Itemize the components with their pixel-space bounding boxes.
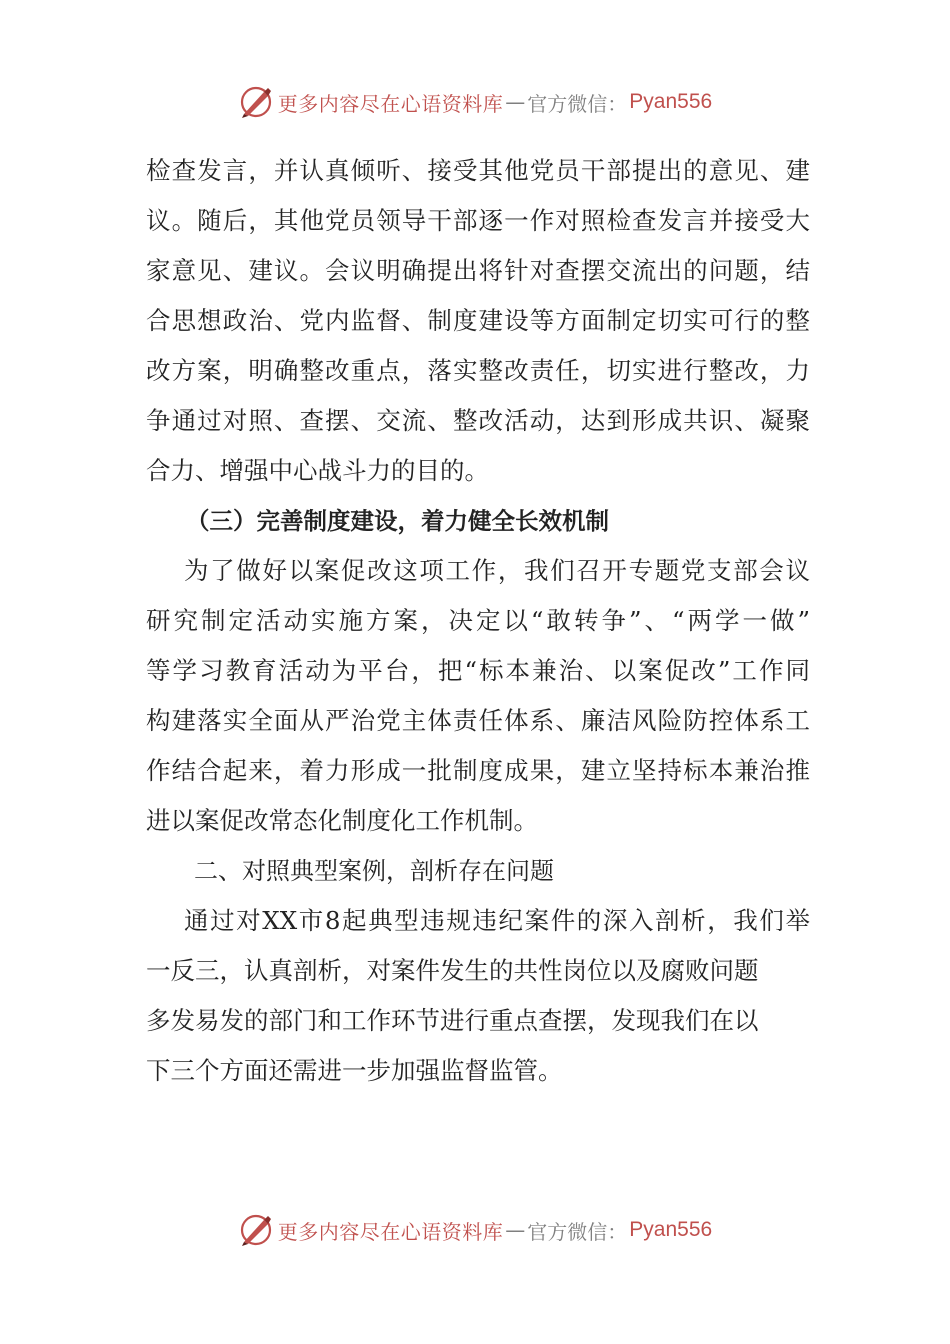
paragraph-line: 一反三，认真剖析，对案件发生的共性岗位以及腐败问题 bbox=[146, 956, 759, 985]
banner-dash: — bbox=[505, 90, 526, 114]
paragraph-line: 检查发言，并认真倾听、接受其他党员干部提出的意见、建 bbox=[146, 156, 810, 185]
wechat-account: Pyan556 bbox=[629, 90, 713, 113]
pen-logo-icon bbox=[238, 84, 274, 120]
banner-dash: — bbox=[505, 1218, 526, 1242]
paragraph-line: 改方案，明确整改重点，落实整改责任，切实进行整改，力 bbox=[146, 356, 810, 385]
paragraph-line: 等学习教育活动为平台，把“标本兼治、以案促改”工作同 bbox=[146, 656, 810, 685]
paragraph-line: 研究制定活动实施方案，决定以“敢转争”、“两学一做” bbox=[146, 606, 810, 635]
wechat-label: 官方微信： bbox=[527, 1219, 628, 1244]
paragraph-line: 合力、增强中心战斗力的目的。 bbox=[146, 456, 489, 485]
footer-banner bbox=[0, 1208, 950, 1252]
paragraph-line: 家意见、建议。会议明确提出将针对查摆交流出的问题，结 bbox=[146, 256, 810, 285]
paragraph-line: 构建落实全面从严治党主体责任体系、廉洁风险防控体系工 bbox=[146, 706, 810, 735]
paragraph-line: 通过对XX市8起典型违规违纪案件的深入剖析，我们举 bbox=[184, 906, 810, 935]
header-banner bbox=[0, 80, 950, 124]
pen-logo-icon bbox=[238, 1212, 274, 1248]
section-subheading: （三）完善制度建设，着力健全长效机制 bbox=[186, 507, 609, 535]
paragraph-line: 争通过对照、查摆、交流、整改活动，达到形成共识、凝聚 bbox=[146, 406, 810, 435]
paragraph-line: 作结合起来，着力形成一批制度成果，建立坚持标本兼治推 bbox=[146, 756, 810, 785]
paragraph-line: 多发易发的部门和工作环节进行重点查摆，发现我们在以 bbox=[146, 1006, 759, 1035]
paragraph-line: 议。随后，其他党员领导干部逐一作对照检查发言并接受大 bbox=[146, 206, 810, 235]
document-body bbox=[146, 146, 810, 1096]
paragraph-line: 下三个方面还需进一步加强监督监管。 bbox=[146, 1056, 563, 1085]
brand-name: 更多内容尽在心语资料库 bbox=[277, 1219, 504, 1244]
section-heading: 二、对照典型案例，剖析存在问题 bbox=[194, 857, 554, 885]
paragraph-line: 为了做好以案促改这项工作，我们召开专题党支部会议 bbox=[184, 556, 810, 585]
wechat-label: 官方微信： bbox=[527, 91, 628, 116]
paragraph-line: 合思想政治、党内监督、制度建设等方面制定切实可行的整 bbox=[146, 306, 810, 335]
brand-name: 更多内容尽在心语资料库 bbox=[277, 91, 504, 116]
wechat-account: Pyan556 bbox=[629, 1218, 713, 1241]
paragraph-line: 进以案促改常态化制度化工作机制。 bbox=[146, 806, 538, 835]
